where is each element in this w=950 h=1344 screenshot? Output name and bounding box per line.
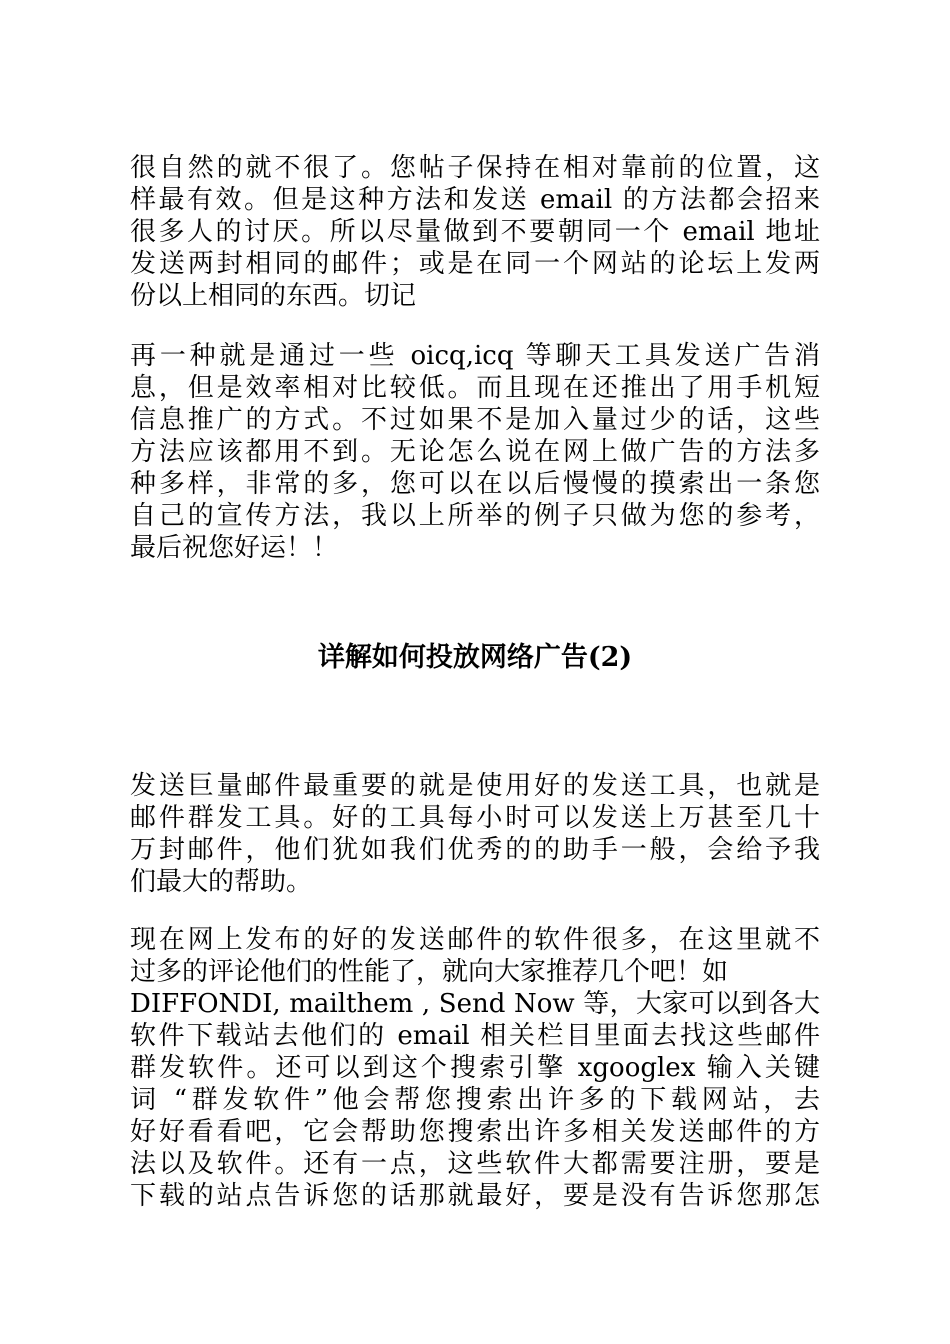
paragraph-4 [130, 924, 820, 1212]
paragraph-line: 们最大的帮助。 [130, 867, 313, 897]
section-heading: 详解如何投放网络广告(2) [317, 642, 633, 673]
paragraph-line: DIFFONDI, mailthem , Send Now 等，大家可以到各大 [130, 989, 820, 1019]
paragraph-line: 好好看看吧，它会帮助您搜索出许多相关发送邮件的方 [130, 1117, 820, 1147]
paragraph-line: 邮件群发工具。好的工具每小时可以发送上万甚至几十 [130, 803, 820, 833]
paragraph-line: 份以上相同的东西。切记 [130, 281, 417, 311]
paragraph-1 [130, 152, 820, 312]
paragraph-line: 息，但是效率相对比较低。而且现在还推出了用手机短 [130, 373, 820, 403]
paragraph-line: 群发软件。还可以到这个搜索引擎 xgooglex 输入关键 [130, 1053, 820, 1083]
paragraph-3 [130, 770, 820, 898]
paragraph-line: 很多人的讨厌。所以尽量做到不要朝同一个 email 地址 [130, 217, 820, 247]
paragraph-line: 现在网上发布的好的发送邮件的软件很多，在这里就不 [130, 925, 820, 955]
paragraph-line: 种多样，非常的多，您可以在以后慢慢的摸索出一条您 [130, 469, 820, 499]
paragraph-line: 发送两封相同的邮件；或是在同一个网站的论坛上发两 [130, 249, 820, 279]
paragraph-line: 再一种就是通过一些 oicq,icq 等聊天工具发送广告消 [130, 341, 820, 371]
paragraph-line: 信息推广的方式。不过如果不是加入量过少的话，这些 [130, 405, 820, 435]
paragraph-line: 过多的评论他们的性能了，就向大家推荐几个吧！如 [130, 957, 729, 987]
paragraph-line: 词 “群发软件”他会帮您搜索出许多的下载网站，去 [130, 1085, 820, 1115]
paragraph-line: 很自然的就不很了。您帖子保持在相对靠前的位置，这 [130, 153, 820, 183]
paragraph-line: 法以及软件。还有一点，这些软件大都需要注册，要是 [130, 1149, 820, 1179]
paragraph-line: 万封邮件，他们犹如我们优秀的的助手一般，会给予我 [130, 835, 820, 865]
paragraph-line: 下载的站点告诉您的话那就最好，要是没有告诉您那怎 [130, 1181, 820, 1211]
paragraph-line: 方法应该都用不到。无论怎么说在网上做广告的方法多 [130, 437, 820, 467]
paragraph-line: 样最有效。但是这种方法和发送 email 的方法都会招来 [130, 185, 820, 215]
paragraph-line: 自己的宣传方法，我以上所举的例子只做为您的参考， [130, 501, 820, 531]
paragraph-2 [130, 340, 820, 564]
paragraph-line: 软件下载站去他们的 email 相关栏目里面去找这些邮件 [130, 1021, 820, 1051]
paragraph-line: 最后祝您好运！！ [130, 533, 339, 563]
paragraph-line: 发送巨量邮件最重要的就是使用好的发送工具，也就是 [130, 771, 820, 801]
